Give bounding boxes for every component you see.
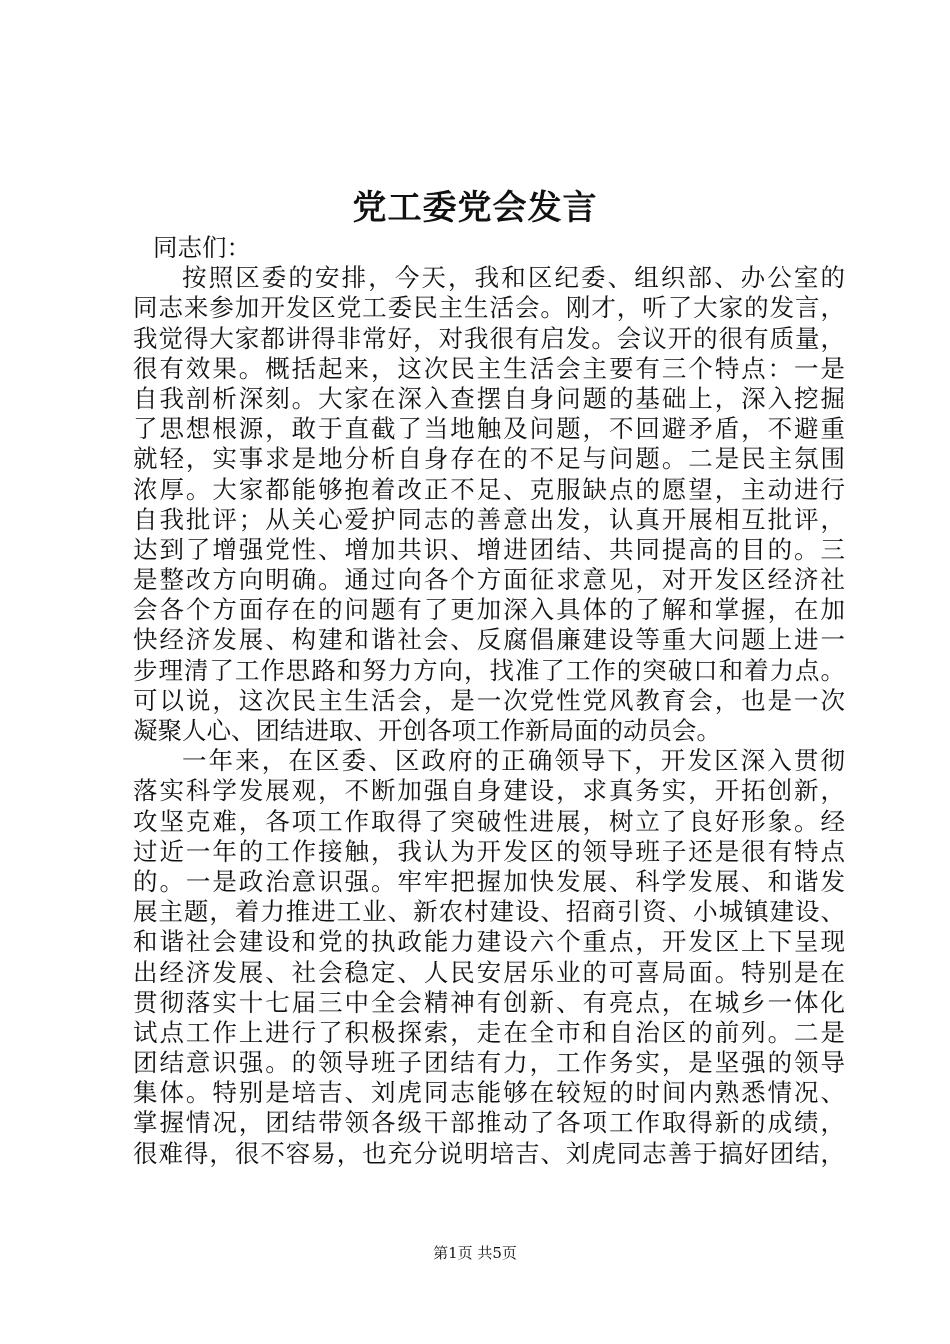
text-line: 是整改方向明确。通过向各个方面征求意见，对开发区经济社	[133, 565, 845, 595]
text-line: 攻坚克难，各项工作取得了突破性进展，树立了良好形象。经	[133, 806, 845, 836]
text-line: 试点工作上进行了积极探索，走在全市和自治区的前列。二是	[133, 1017, 845, 1047]
text-line: 同志来参加开发区党工委民主生活会。刚才，听了大家的发言，	[133, 293, 845, 323]
text-line: 很难得，很不容易，也充分说明培吉、刘虎同志善于搞好团结，	[133, 1138, 845, 1168]
text-line: 达到了增强党性、增加共识、增进团结、共同提高的目的。三	[133, 534, 845, 564]
text-line: 的。一是政治意识强。牢牢把握加快发展、科学发展、和谐发	[133, 866, 845, 896]
text-line: 自我批评；从关心爱护同志的善意出发，认真开展相互批评，	[133, 504, 845, 534]
text-line: 展主题，着力推进工业、新农村建设、招商引资、小城镇建设、	[133, 897, 845, 927]
salutation: 同志们：	[153, 233, 251, 262]
text-line: 步理清了工作思路和努力方向，找准了工作的突破口和着力点。	[133, 655, 845, 685]
text-line: 贯彻落实十七届三中全会精神有创新、有亮点，在城乡一体化	[133, 987, 845, 1017]
text-line: 过近一年的工作接触，我认为开发区的领导班子还是很有特点	[133, 836, 845, 866]
text-line: 凝聚人心、团结进取、开创各项工作新局面的动员会。	[133, 716, 721, 745]
text-line: 我觉得大家都讲得非常好，对我很有启发。会议开的很有质量，	[133, 323, 845, 353]
text-line: 浓厚。大家都能够抱着改正不足、克服缺点的愿望，主动进行	[133, 474, 845, 504]
text-line: 掌握情况，团结带领各级干部推动了各项工作取得新的成绩，	[133, 1108, 845, 1138]
text-line: 可以说，这次民主生活会，是一次党性党风教育会，也是一次	[133, 685, 845, 715]
text-line: 按照区委的安排，今天，我和区纪委、组织部、办公室的	[182, 263, 845, 293]
text-line: 一年来，在区委、区政府的正确领导下，开发区深入贯彻	[182, 746, 845, 776]
page-footer: 第1页 共5页	[433, 1244, 517, 1262]
text-line: 会各个方面存在的问题有了更加深入具体的了解和掌握，在加	[133, 595, 845, 625]
text-line: 了思想根源，敢于直截了当地触及问题，不回避矛盾，不避重	[133, 414, 845, 444]
document-body	[133, 233, 845, 1169]
text-line: 自我剖析深刻。大家在深入查摆自身问题的基础上，深入挖掘	[133, 383, 845, 413]
text-line: 和谐社会建设和党的执政能力建设六个重点，开发区上下呈现	[133, 927, 845, 957]
text-line: 团结意识强。的领导班子团结有力，工作务实，是坚强的领导	[133, 1048, 845, 1078]
text-line: 落实科学发展观，不断加强自身建设，求真务实，开拓创新，	[133, 776, 845, 806]
text-line: 集体。特别是培吉、刘虎同志能够在较短的时间内熟悉情况、	[133, 1078, 845, 1108]
paragraph-lines	[133, 263, 845, 1169]
text-line: 出经济发展、社会稳定、人民安居乐业的可喜局面。特别是在	[133, 957, 845, 987]
text-line: 快经济发展、构建和谐社会、反腐倡廉建设等重大问题上进一	[133, 625, 845, 655]
document-title: 党工委党会发言	[352, 188, 598, 228]
text-line: 就轻，实事求是地分析自身存在的不足与问题。二是民主氛围	[133, 444, 845, 474]
text-line: 很有效果。概括起来，这次民主生活会主要有三个特点：一是	[133, 353, 845, 383]
